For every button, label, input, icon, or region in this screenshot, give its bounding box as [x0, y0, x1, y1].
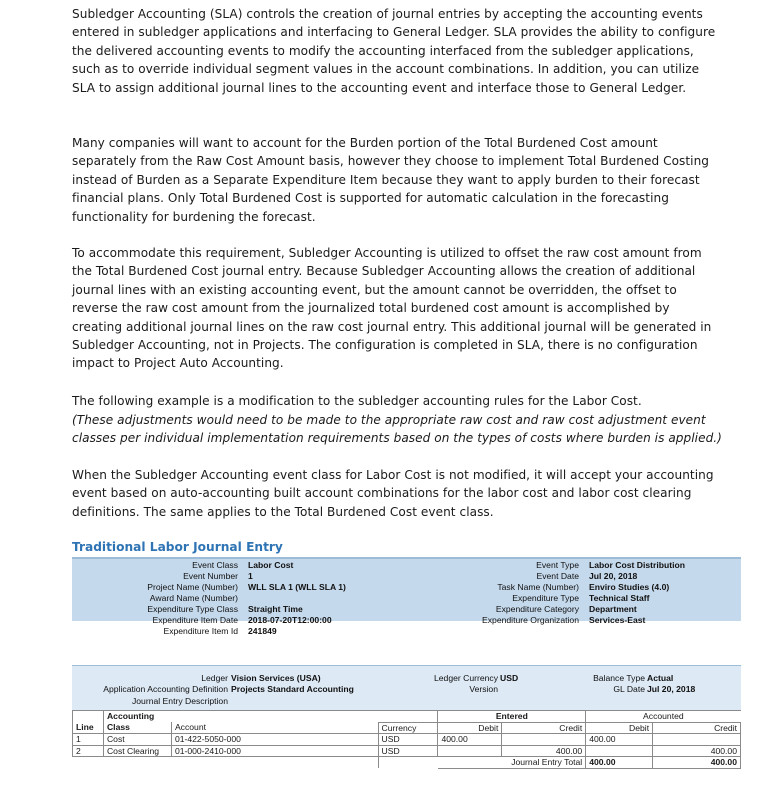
event-class-value: Labor Cost: [248, 560, 294, 570]
expenditure-organization-label: Expenditure Organization: [482, 615, 579, 625]
header-entered-credit: Credit: [502, 722, 586, 734]
expenditure-category-label: Expenditure Category: [495, 604, 579, 614]
gl-date-value: Jul 20, 2018: [647, 684, 696, 694]
total-accounted-credit: 400.00: [653, 757, 741, 769]
cell-class: Cost Clearing: [103, 745, 171, 757]
event-number-value: 1: [248, 571, 253, 581]
expenditure-item-date-label: Expenditure Item Date: [152, 615, 238, 625]
cell-currency: USD: [378, 734, 438, 746]
paragraph-example-note: (These adjustments would need to be made to the appropriate raw cost and raw cost adjustment event classes per individual implementation requirements based on the types of costs where burden is applied.): [72, 413, 722, 446]
total-accounted-debit: 400.00: [586, 757, 653, 769]
paragraph-sla-intro: Subledger Accounting (SLA) controls the creation of journal entries by accepting the accounting events entered in subledger applications and interfacing to General Ledger. SLA provides the ability to configure the delivered accounting events to modify the accounting interfaced from the subledger applications, such as to override individual segment values in the account combinations. In addition, you can utilize SLA to assign additional journal lines to the accounting event and interface those to General Ledger.: [72, 7, 716, 95]
event-date-value: Jul 20, 2018: [589, 571, 638, 581]
ledger-value: Vision Services (USA): [231, 673, 321, 683]
ledger-label: Ledger: [201, 673, 228, 683]
expenditure-item-date-value: 2018-07-20T12:00:00: [248, 615, 332, 625]
aad-value: Projects Standard Accounting: [231, 684, 354, 694]
task-name-label: Task Name (Number): [497, 582, 579, 592]
cell-account: 01-422-5050-000: [171, 734, 378, 746]
expenditure-type-class-label: Expenditure Type Class: [147, 604, 238, 614]
expenditure-item-id-label: Expenditure Item Id: [163, 626, 238, 636]
expenditure-type-label: Expenditure Type: [512, 593, 579, 603]
paragraph-event-class: When the Subledger Accounting event class for Labor Cost is not modified, it will accept your accounting event based on auto-accounting built account combinations for the labor cost and labor cost clearing definitions. The same applies to the Total Burdened Cost event class.: [72, 468, 714, 519]
journal-lines-table: [72, 710, 741, 769]
cell-entered-credit: [502, 734, 586, 746]
header-class: Class: [103, 722, 171, 734]
cell-entered-debit: 400.00: [438, 734, 502, 746]
cell-accounted-debit: 400.00: [586, 734, 653, 746]
section-title: Traditional Labor Journal Entry: [72, 540, 283, 554]
header-accounted: Accounted: [586, 711, 741, 723]
task-name-value: Enviro Studies (4.0): [589, 582, 670, 592]
cell-class: Cost: [103, 734, 171, 746]
project-name-value: WLL SLA 1 (WLL SLA 1): [248, 582, 346, 592]
ledger-currency-value: USD: [500, 673, 519, 683]
award-name-label: Award Name (Number): [149, 593, 238, 603]
paragraph-burden-portion: Many companies will want to account for the Burden portion of the Total Burdened Cost amount separately from the Raw Cost Amount basis, however they choose to implement Total Burdened Costing instead of Burden as a Separate Expenditure Item because they want to apply burden to their forecast financial plans. Only Total Burdened Cost is supported for automatic calculation in the forecasting functionality for burdening the forecast.: [72, 136, 710, 224]
header-accounted-credit: Credit: [653, 722, 741, 734]
expenditure-category-value: Department: [589, 604, 637, 614]
ledger-panel: [72, 665, 741, 711]
expenditure-item-id-value: 241849: [248, 626, 277, 636]
header-entered: Entered: [438, 711, 586, 723]
header-line: Line: [73, 722, 104, 734]
cell-accounted-credit: 400.00: [653, 745, 741, 757]
expenditure-type-class-value: Straight Time: [248, 604, 303, 614]
event-class-label: Event Class: [192, 560, 238, 570]
table-row: [73, 734, 741, 746]
ledger-currency-label: Ledger Currency: [433, 673, 498, 683]
header-entered-debit: Debit: [438, 722, 502, 734]
table-total-row: [73, 757, 741, 769]
journal-entry-description-label: Journal Entry Description: [131, 696, 228, 706]
table-header-row-2: [73, 722, 741, 734]
journal-entry-total-label: Journal Entry Total: [438, 757, 586, 769]
event-type-value: Labor Cost Distribution: [589, 560, 685, 570]
cell-entered-debit: [438, 745, 502, 757]
event-type-label: Event Type: [536, 560, 579, 570]
paragraph-example-intro: The following example is a modification to the subledger accounting rules for the Labor Cost.: [72, 394, 642, 408]
event-date-label: Event Date: [536, 571, 579, 581]
cell-currency: USD: [378, 745, 438, 757]
balance-type-label: Balance Type: [593, 673, 645, 683]
event-details-panel: [72, 557, 741, 636]
cell-line: 1: [73, 734, 104, 746]
table-header-row-1: [73, 711, 741, 723]
cell-account: 01-000-2410-000: [171, 745, 378, 757]
cell-accounted-credit: [653, 734, 741, 746]
event-number-label: Event Number: [183, 571, 238, 581]
cell-entered-credit: 400.00: [502, 745, 586, 757]
expenditure-organization-value: Services-East: [589, 615, 646, 625]
version-label: Version: [469, 684, 498, 694]
gl-date-label: GL Date: [613, 684, 645, 694]
balance-type-value: Actual: [647, 673, 674, 683]
header-currency: Currency: [378, 722, 438, 734]
aad-label: Application Accounting Definition: [103, 684, 228, 694]
cell-line: 2: [73, 745, 104, 757]
header-account: Account: [171, 722, 378, 734]
cell-accounted-debit: [586, 745, 653, 757]
expenditure-type-value: Technical Staff: [589, 593, 650, 603]
header-accounted-debit: Debit: [586, 722, 653, 734]
table-row: [73, 745, 741, 757]
project-name-label: Project Name (Number): [147, 582, 238, 592]
paragraph-accommodate: To accommodate this requirement, Subledger Accounting is utilized to offset the raw cost amount from the Total Burdened Cost journal entry. Because Subledger Accounting allows the creation of additional journal lines with an existing accounting event, but the amount cannot be overridden, the offset to reverse the raw cost amount from the journalized total burdened cost amount is accomplished by creating additional journal lines on the raw cost journal entry. This additional journal will be generated in Subledger Accounting, not in Projects. The configuration is completed in SLA, there is no configuration impact to Project Auto Accounting.: [72, 246, 712, 371]
header-accounting: Accounting: [103, 711, 171, 723]
